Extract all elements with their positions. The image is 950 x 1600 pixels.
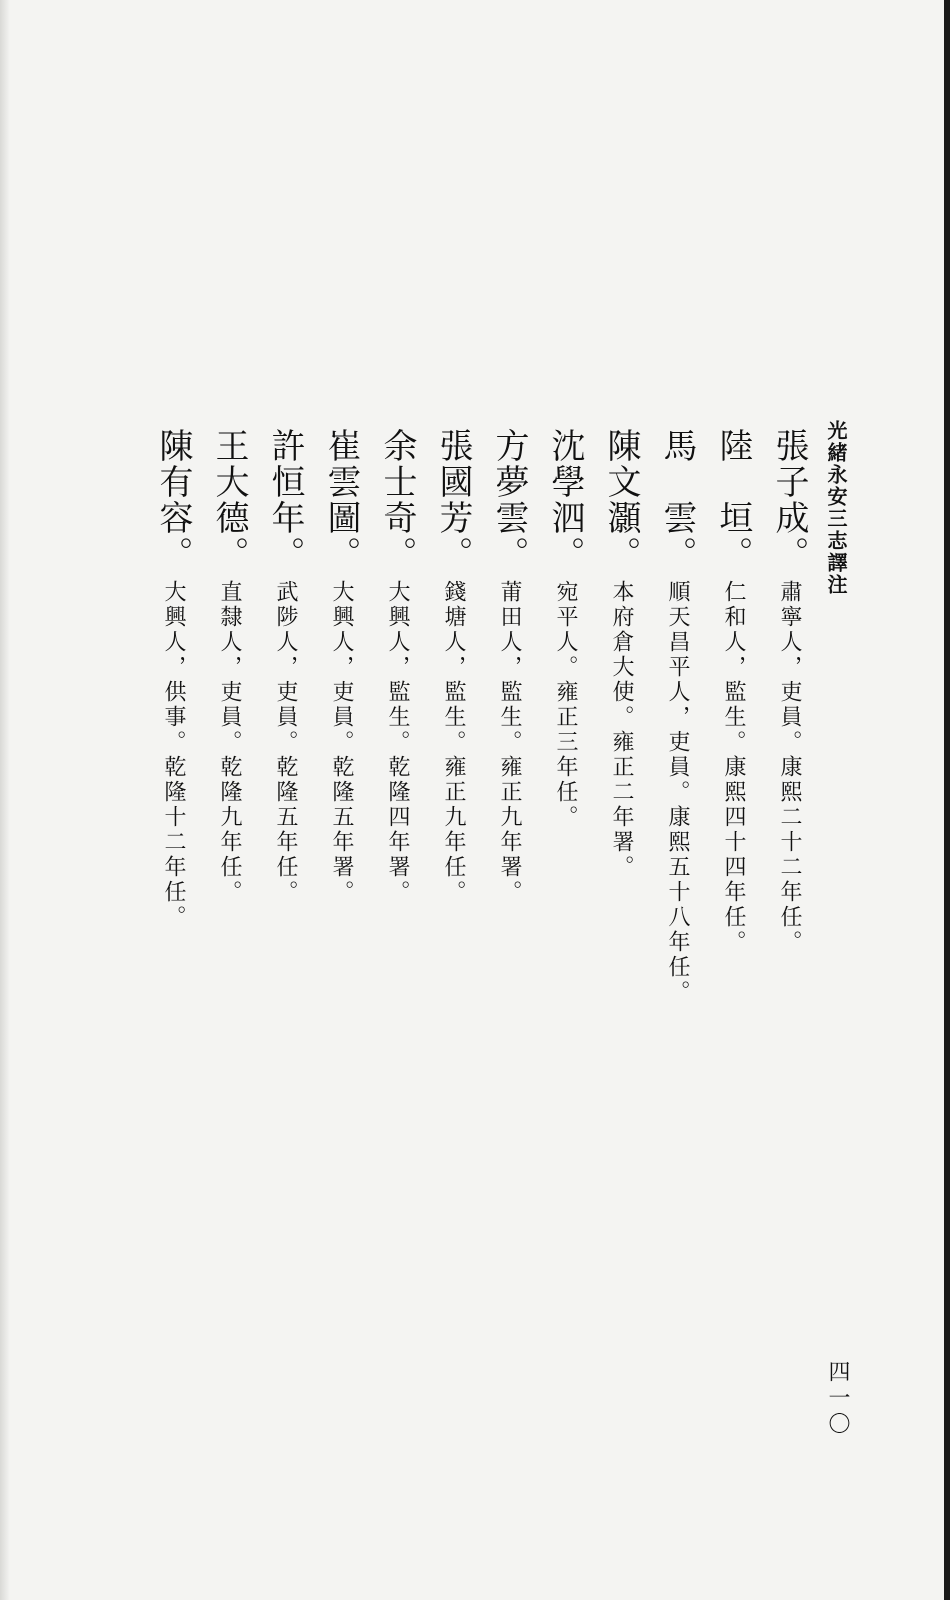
- entry-detail: 順天昌平人，吏員。康熙五十八年任。: [665, 580, 690, 1005]
- scan-page-edge: [944, 0, 950, 1600]
- entry-detail: 本府倉大使。雍正二年署。: [609, 580, 634, 880]
- entry-name: 許恒年: [265, 428, 305, 536]
- entry-mark: 。: [153, 536, 193, 572]
- list-item: [320, 428, 362, 948]
- entry-mark: 。: [377, 536, 417, 572]
- entry-detail: 錢塘人，監生。雍正九年任。: [441, 580, 466, 905]
- entry-name: 王大德: [209, 428, 249, 536]
- list-item: [488, 428, 530, 948]
- list-item: [208, 428, 250, 948]
- entry-detail: 大興人，監生。乾隆四年署。: [385, 580, 410, 905]
- entry-name: 張子成: [769, 428, 809, 536]
- entry-mark: 。: [265, 536, 305, 572]
- list-item: [152, 428, 194, 948]
- entry-name: 張國芳: [433, 428, 473, 536]
- entry-name: 馬 雲: [657, 428, 697, 536]
- entry-mark: 。: [433, 536, 473, 572]
- entry-detail: 武陟人，吏員。乾隆五年任。: [273, 580, 298, 905]
- scan-left-shadow: [0, 0, 10, 1600]
- entry-name: 沈學泗: [545, 428, 585, 536]
- entry-detail: 宛平人。雍正三年任。: [553, 580, 578, 830]
- list-item: [656, 428, 698, 1005]
- entry-mark: 。: [769, 536, 809, 572]
- entry-detail: 直隸人，吏員。乾隆九年任。: [217, 580, 242, 905]
- entry-name: 陸 垣: [713, 428, 753, 536]
- entry-detail: 大興人，吏員。乾隆五年署。: [329, 580, 354, 905]
- entry-name: 方夢雲: [489, 428, 529, 536]
- entry-name: 崔雲圖: [321, 428, 361, 536]
- entry-mark: 。: [601, 536, 641, 572]
- entry-mark: 。: [321, 536, 361, 572]
- running-title: 光緒永安三志譯注: [824, 420, 848, 596]
- entry-detail: 大興人，供事。乾隆十二年任。: [161, 580, 186, 930]
- list-item: [600, 428, 642, 948]
- list-item: [768, 428, 810, 955]
- entry-mark: 。: [657, 536, 697, 572]
- entry-mark: 。: [713, 536, 753, 572]
- entry-detail: 仁和人，監生。康熙四十四年任。: [721, 580, 746, 955]
- entry-name: 陳文灝: [601, 428, 641, 536]
- entry-detail: 莆田人，監生。雍正九年署。: [497, 580, 522, 905]
- list-item: [712, 428, 754, 955]
- entry-mark: 。: [209, 536, 249, 572]
- list-item: [376, 428, 418, 948]
- list-item: [432, 428, 474, 948]
- entry-name: 陳有容: [153, 428, 193, 536]
- entry-mark: 。: [489, 536, 529, 572]
- list-item: [264, 428, 306, 948]
- entry-name: 余士奇: [377, 428, 417, 536]
- page-number: 四一〇: [825, 1360, 850, 1438]
- official-list: [152, 428, 810, 1005]
- entry-mark: 。: [545, 536, 585, 572]
- entry-detail: 肅寧人，吏員。康熙二十二年任。: [777, 580, 802, 955]
- list-item: [544, 428, 586, 948]
